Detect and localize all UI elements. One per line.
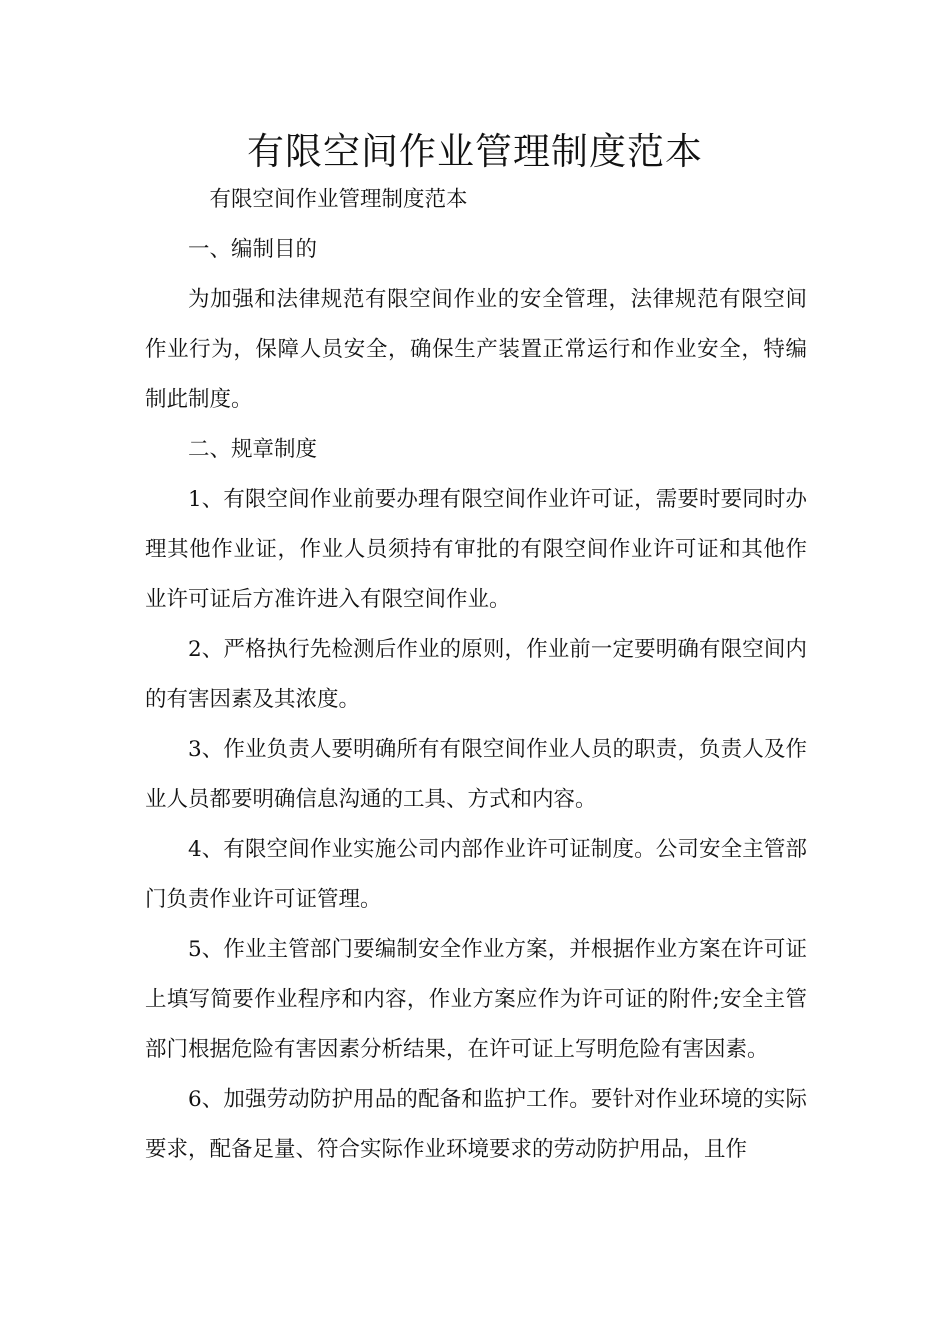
paragraph: 4、有限空间作业实施公司内部作业许可证制度。公司安全主管部门负责作业许可证管理。 bbox=[145, 837, 807, 912]
document-title: 有限空间作业管理制度范本 bbox=[247, 130, 703, 173]
paragraph: 5、作业主管部门要编制安全作业方案，并根据作业方案在许可证上填写简要作业程序和内容，作业方案应作为许可证的附件;安全主管部门根据危险有害因素分析结果，在许可证上写明危险有害因素。 bbox=[145, 937, 807, 1062]
document-subtitle: 有限空间作业管理制度范本 bbox=[209, 187, 468, 212]
section-heading: 二、规章制度 bbox=[188, 437, 318, 462]
paragraph: 为加强和法律规范有限空间作业的安全管理，法律规范有限空间作业行为，保障人员安全，确保生产装置正常运行和作业安全，特编制此制度。 bbox=[145, 287, 807, 412]
paragraph: 6、加强劳动防护用品的配备和监护工作。要针对作业环境的实际要求，配备足量、符合实际作业环境要求的劳动防护用品，且作 bbox=[145, 1087, 807, 1162]
document-body bbox=[145, 175, 807, 1175]
paragraph: 3、作业负责人要明确所有有限空间作业人员的职责，负责人及作业人员都要明确信息沟通的工具、方式和内容。 bbox=[145, 737, 807, 812]
paragraph: 2、严格执行先检测后作业的原则，作业前一定要明确有限空间内的有害因素及其浓度。 bbox=[145, 637, 807, 712]
section-heading: 一、编制目的 bbox=[188, 237, 318, 262]
paragraph: 1、有限空间作业前要办理有限空间作业许可证，需要时要同时办理其他作业证，作业人员须持有审批的有限空间作业许可证和其他作业许可证后方准许进入有限空间作业。 bbox=[145, 487, 807, 612]
